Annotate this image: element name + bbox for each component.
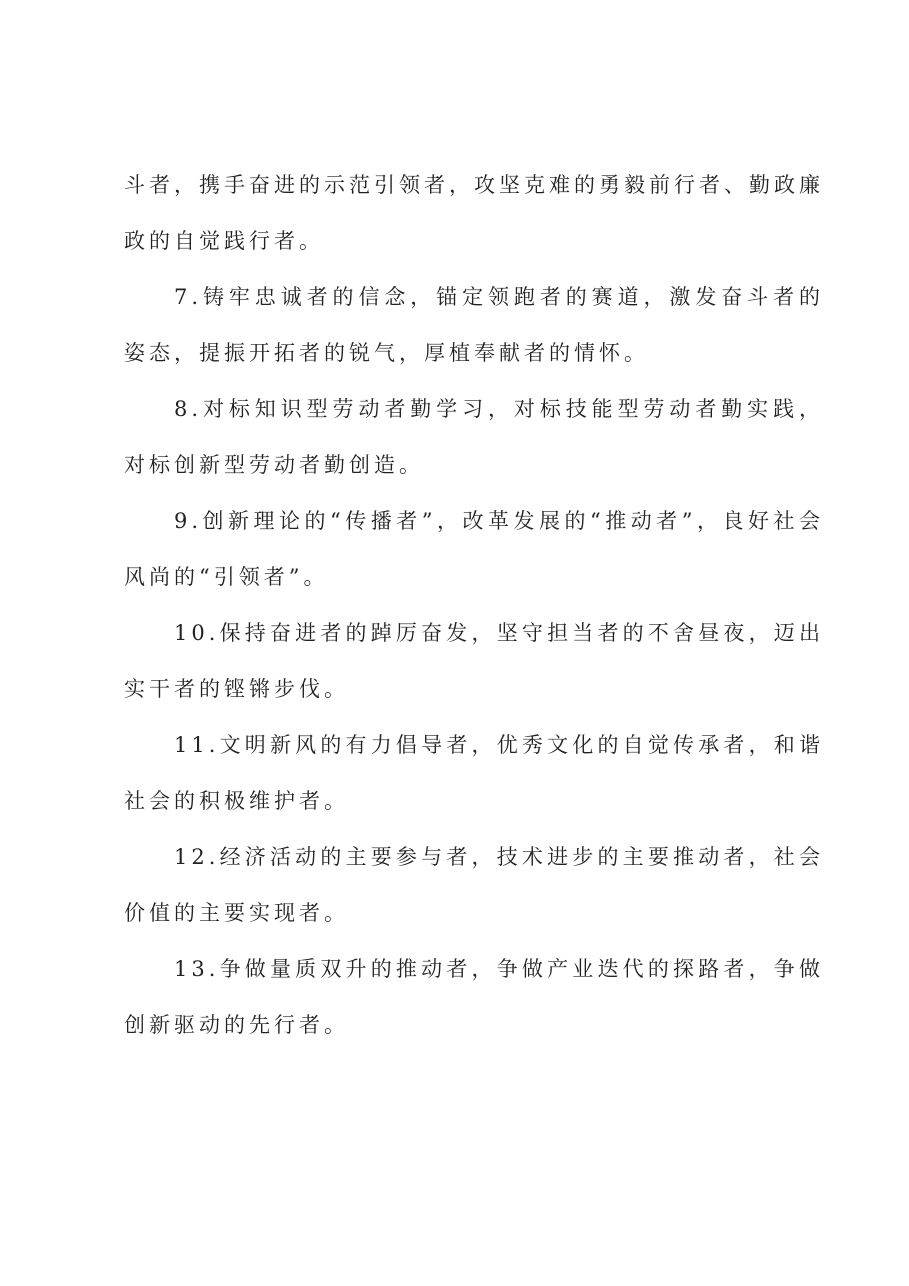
document-body	[124, 157, 824, 1053]
paragraph-item-9: 9.创新理论的“传播者”，改革发展的“推动者”，良好社会风尚的“引领者”。	[124, 509, 824, 589]
paragraph-item-8: 8.对标知识型劳动者勤学习，对标技能型劳动者勤实践，对标创新型劳动者勤创造。	[124, 397, 824, 477]
paragraph-item-11: 11.文明新风的有力倡导者，优秀文化的自觉传承者，和谐社会的积极维护者。	[124, 733, 824, 813]
paragraph-continuation: 斗者，携手奋进的示范引领者，攻坚克难的勇毅前行者、勤政廉政的自觉践行者。	[124, 173, 824, 253]
paragraph-item-13: 13.争做量质双升的推动者，争做产业迭代的探路者，争做创新驱动的先行者。	[124, 957, 824, 1037]
paragraph-item-10: 10.保持奋进者的踔厉奋发，坚守担当者的不舍昼夜，迈出实干者的铿锵步伐。	[124, 621, 824, 701]
paragraph-item-12: 12.经济活动的主要参与者，技术进步的主要推动者，社会价值的主要实现者。	[124, 845, 824, 925]
paragraph-item-7: 7.铸牢忠诚者的信念，锚定领跑者的赛道，激发奋斗者的姿态，提振开拓者的锐气，厚植奉献者的情怀。	[124, 285, 824, 365]
